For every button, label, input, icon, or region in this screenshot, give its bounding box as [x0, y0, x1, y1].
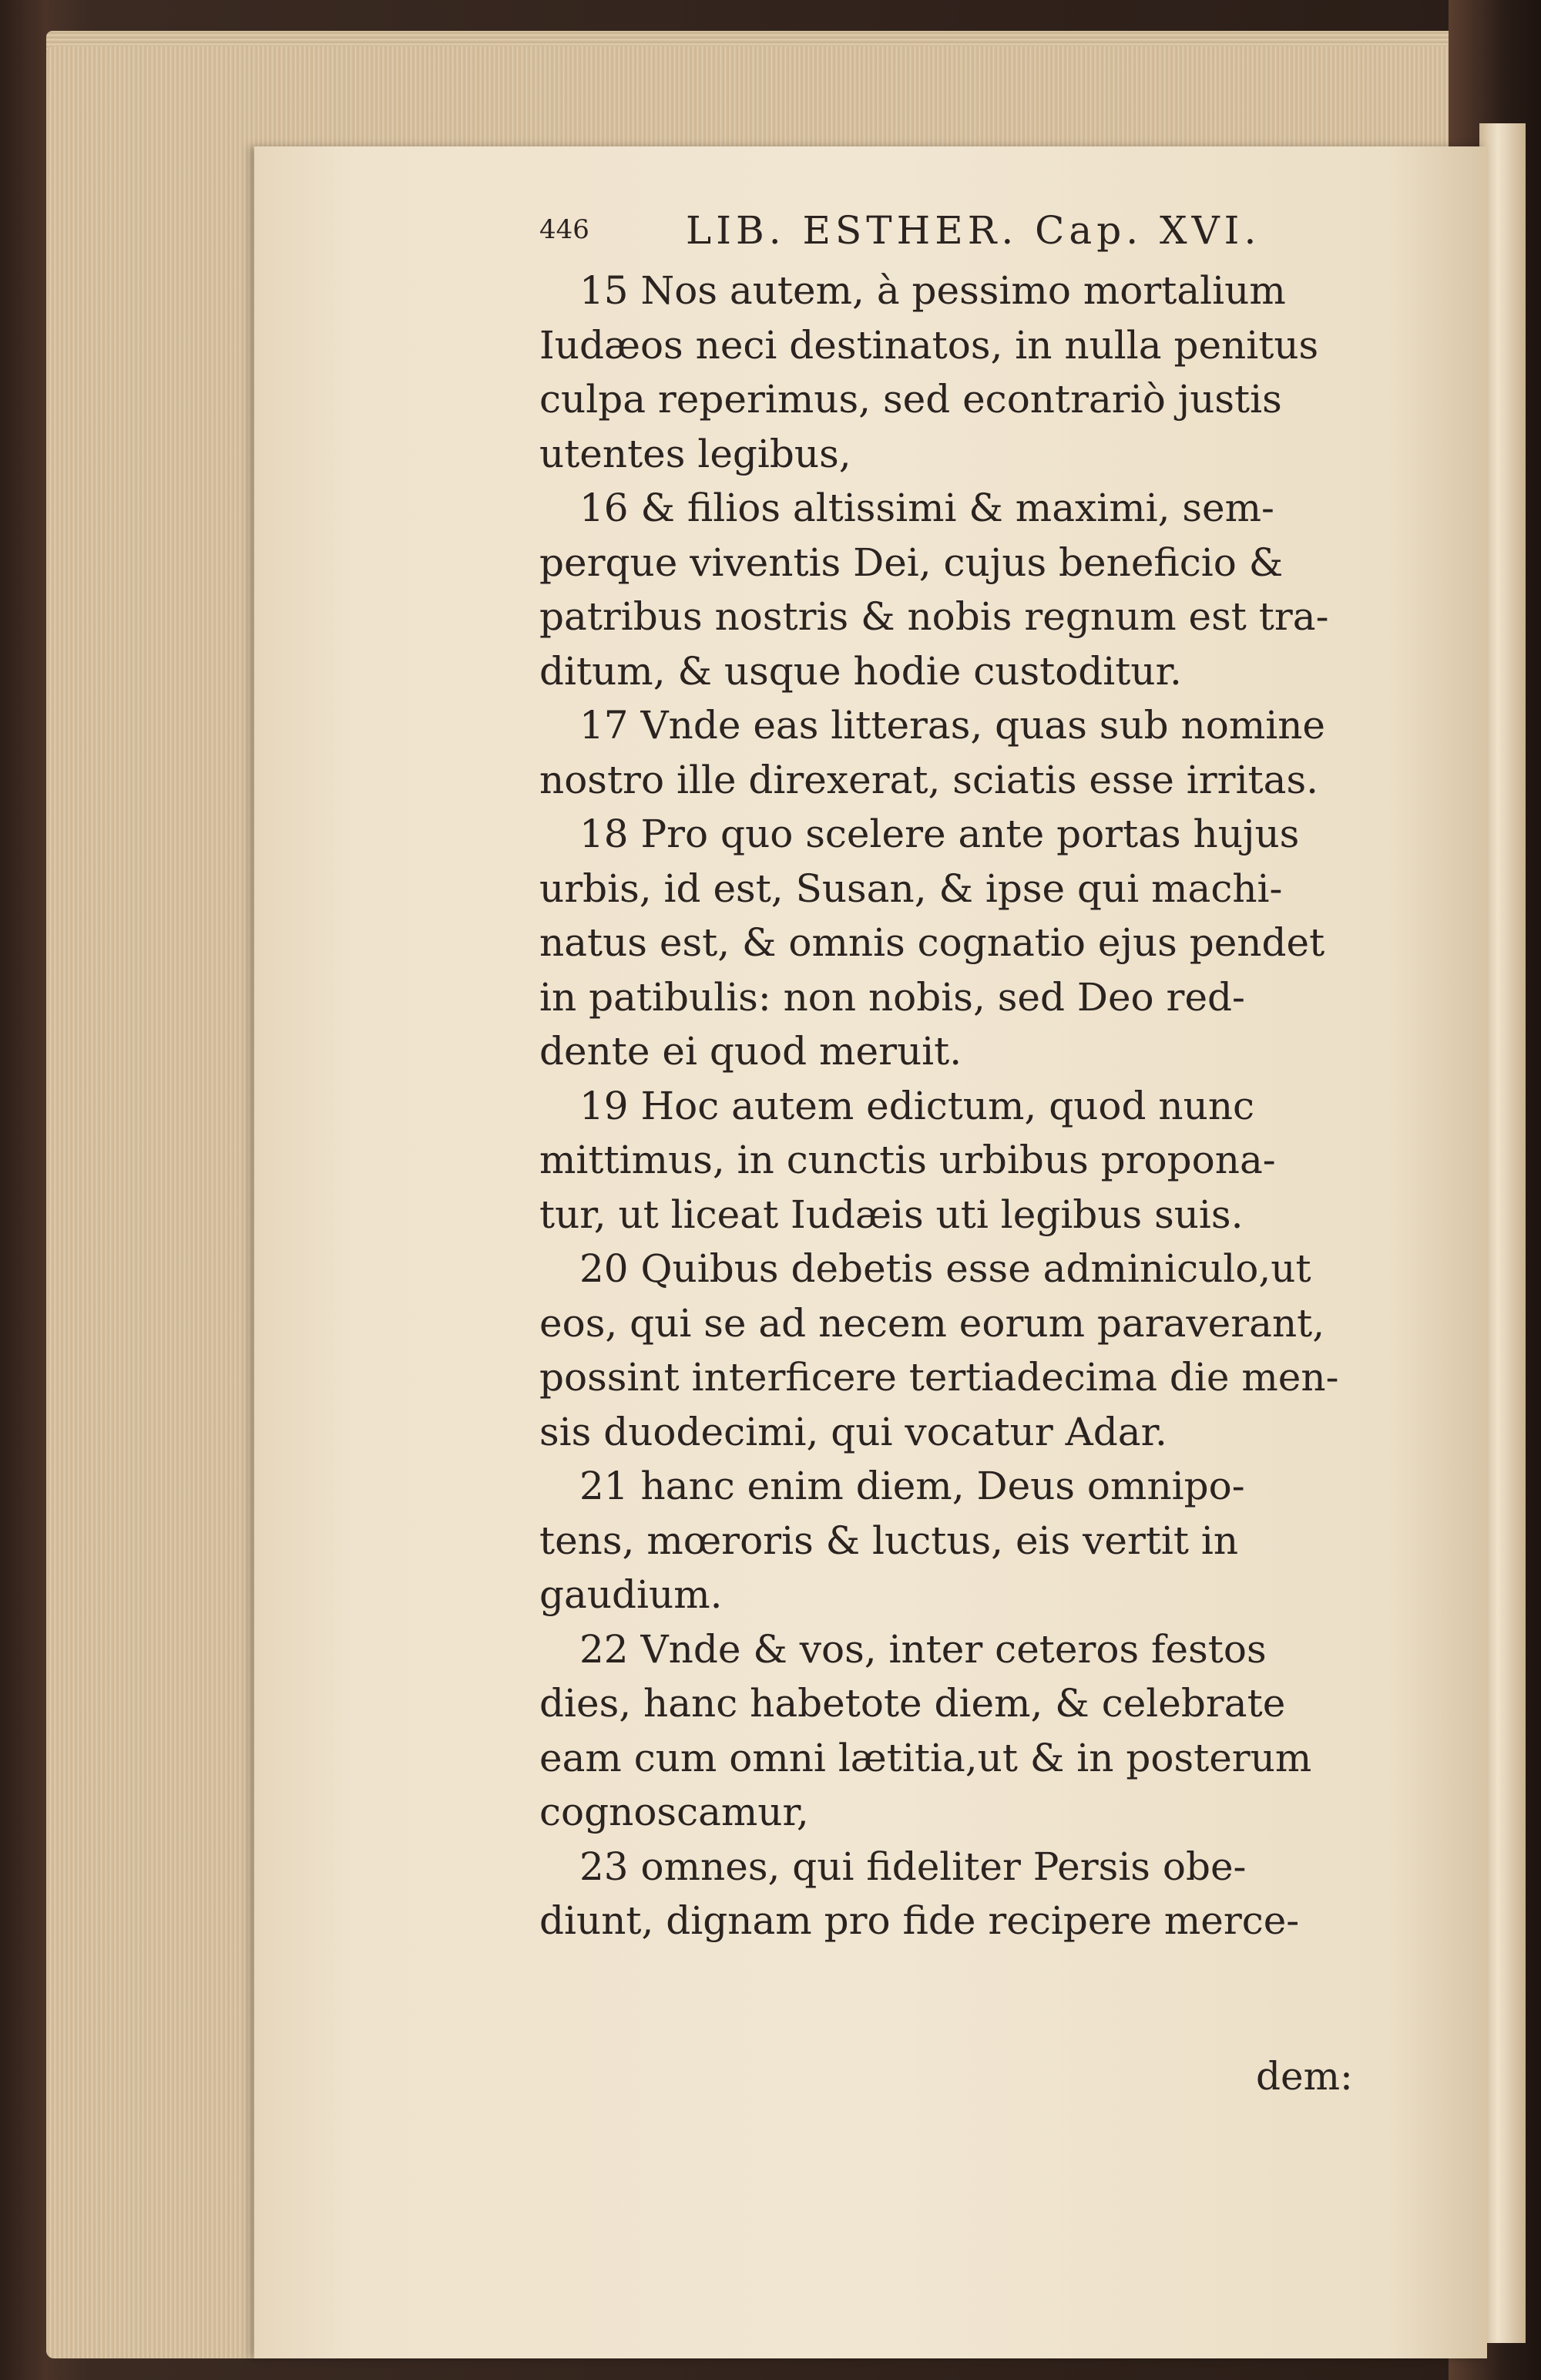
text-line: 15 Nos autem, à pessimo mortalium: [579, 268, 1286, 313]
text-line: dente ei quod meruit.: [539, 1029, 962, 1074]
text-line: 17 Vnde eas litteras, quas sub nomine: [579, 703, 1326, 748]
text-line: Iudæos neci destinatos, in nulla penitus: [539, 322, 1319, 368]
text-line: natus est, & omnis cognatio ejus pendet: [539, 920, 1325, 965]
page-number: 446: [539, 214, 589, 245]
text-line: possint interficere tertiadecima die men-: [539, 1355, 1339, 1400]
text-line: 19 Hoc autem edictum, quod nunc: [579, 1083, 1255, 1128]
text-line: 20 Quibus debetis esse adminiculo,ut: [579, 1246, 1311, 1291]
text-line: ditum, & usque hodie custoditur.: [539, 648, 1182, 694]
text-line: culpa reperimus, sed econtrariò justis: [539, 377, 1282, 422]
verse-text-block: [539, 264, 1408, 1948]
text-line: dies, hanc habetote diem, & celebrate: [539, 1681, 1286, 1726]
text-line: 16 & filios altissimi & maximi, sem-: [579, 486, 1274, 530]
text-line: tur, ut liceat Iudæis uti legibus suis.: [539, 1192, 1244, 1237]
text-line: urbis, id est, Susan, & ipse qui machi-: [539, 866, 1283, 911]
text-line: 18 Pro quo scelere ante portas hujus: [579, 812, 1300, 856]
text-line: in patibulis: non nobis, sed Deo red-: [539, 974, 1245, 1020]
page-header: [539, 208, 1333, 262]
text-line: tens, mœroris & luctus, eis vertit in: [539, 1518, 1239, 1563]
text-line: sis duodecimi, qui vocatur Adar.: [539, 1409, 1167, 1454]
text-line: 23 omnes, qui fideliter Persis obe-: [579, 1844, 1247, 1889]
text-line: eos, qui se ad necem eorum paraverant,: [539, 1300, 1325, 1346]
text-line: patribus nostris & nobis regnum est tra-: [539, 594, 1329, 639]
text-line: 21 hanc enim diem, Deus omnipo-: [579, 1464, 1245, 1508]
text-line: gaudium.: [539, 1572, 723, 1617]
text-line: cognoscamur,: [539, 1790, 809, 1834]
text-line: perque viventis Dei, cujus beneficio &: [539, 540, 1284, 585]
catchword: dem:: [1256, 2054, 1353, 2099]
running-head: LIB. ESTHER. Cap. XVI.: [686, 208, 1261, 253]
text-line: eam cum omni lætitia,ut & in posterum: [539, 1735, 1312, 1780]
text-line: 22 Vnde & vos, inter ceteros festos: [579, 1626, 1267, 1672]
text-line: nostro ille direxerat, sciatis esse irritas.: [539, 757, 1319, 802]
text-line: diunt, dignam pro fide recipere merce-: [539, 1898, 1300, 1943]
text-line: mittimus, in cunctis urbibus propona-: [539, 1138, 1276, 1182]
text-line: utentes legibus,: [539, 431, 851, 476]
